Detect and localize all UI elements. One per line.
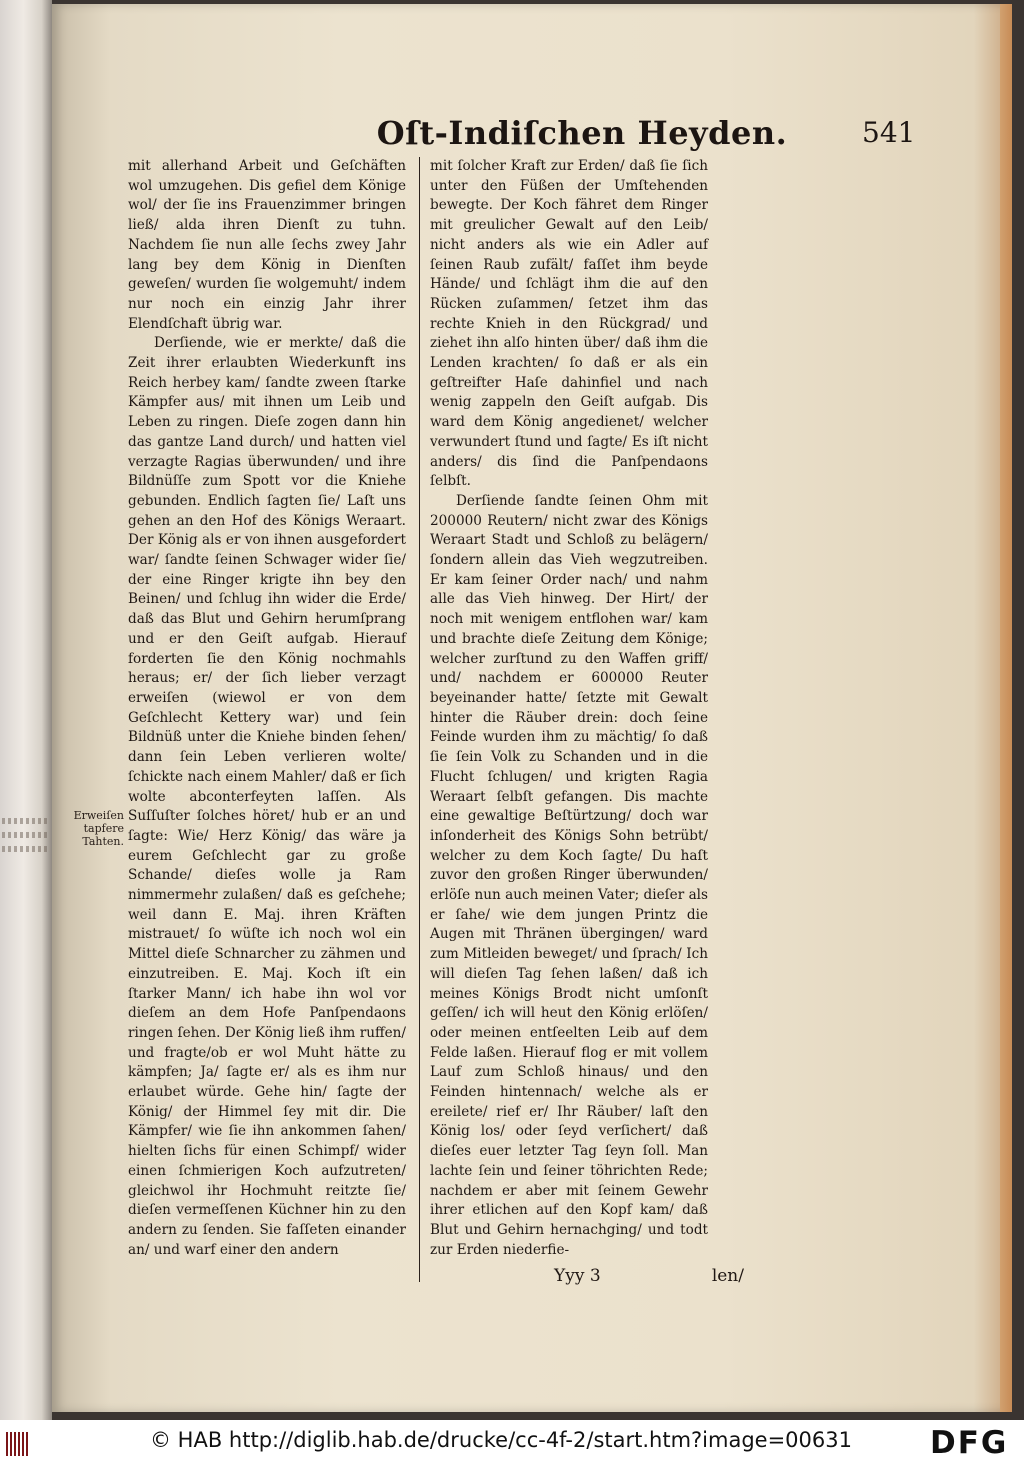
bleed-through-text bbox=[2, 818, 50, 824]
column-rule bbox=[419, 157, 420, 1282]
facing-page-edge bbox=[0, 0, 52, 1420]
page-header bbox=[322, 114, 922, 158]
page-number: 541 bbox=[862, 116, 916, 149]
page-footer-line bbox=[494, 1266, 744, 1292]
paragraph: mit allerhand Arbeit und Geſchäften wol umzugehen. Dis gefiel dem Könige wol/ der ſie ins Frauenzimmer bringen ließ/ alda ihren Dienſt zu tuhn. Nachdem ſie nun alle ſechs zwey Jahr lang bey dem König in Dienſten geweſen/ wurden ſie wolgemuht/ indem nur noch ein einzig Jahr ihrer Elendſchaft übrig war. bbox=[128, 158, 406, 332]
barcode-icon bbox=[6, 1432, 28, 1456]
paragraph: mit ſolcher Kraft zur Erden/ daß ſie ſich unter den Füßen der Umſtehenden bewegte. Der Koch fähret dem Ringer mit greulicher Gewalt auf den Leib/ nicht anders als wie ein Adler auf ſeinen Raub zufält/ faſſet ihm beyde Hände/ und ſchlägt ihm die auf den Rücken zuſammen/ ſetzet ihm das rechte Knieh in den Rückgrad/ und ziehet ihn alſo hinten über/ daß ihm die Lenden krachten/ ſo daß er als ein geſtreifter Haſe dahinfiel und nach wenig zappeln den Geiſt aufgab. Dis ward dem König angedienet/ welcher verwundert ſtund und ſagte/ Es iſt nicht anders/ dis ſind die Panſpendaons ſelbſt. bbox=[430, 158, 708, 490]
signature-mark: Yyy 3 bbox=[554, 1266, 601, 1286]
bleed-through-text bbox=[2, 832, 50, 838]
book-page bbox=[52, 4, 1012, 1412]
source-link[interactable]: © HAB http://diglib.hab.de/drucke/cc-4f-2/start.htm?image=00631 bbox=[150, 1428, 852, 1452]
running-head: Oſt-Indiſchen Heyden. bbox=[376, 114, 788, 152]
text-column-left bbox=[128, 157, 406, 1260]
paragraph: Derſiende, wie er merkte/ daß die Zeit ihrer erlaubten Wiederkunft ins Reich herbey kam/ ſandte zween ſtarke Kämpfer aus/ mit ihnen um Leib und Leben zu ringen. Dieſe zogen dann hin das gantze Land durch/ und hatten viel verzagte Ragias überwunden/ und ihre Bildnüſſe zum Spott vor die Kniehe gebunden. Endlich ſagten ſie/ Laſt uns gehen an den Hof des Königs Weraart. Der König als er von ihnen ausgefordert war/ ſandte ſeinen Schwager wider ſie/ der eine Ringer krigte ihn bey den Beinen/ und ſchlug ihn wider die Erde/ daß das Blut und Gehirn herumſprang und er den Geiſt aufgab. Hierauf forderten ſie den König nochmahls heraus; er/ der ſich lieber verzagt erweiſen (wiewol er von dem Geſchlecht Kettery war) und ſein Bildnüß unter die Kniehe binden ſehen/ dann ſein Leben verlieren wolte/ ſchickte nach einem Mahler/ daß er ſich wolte abconterfeyten laſſen. Als Suſſuſter ſolches höret/ hub er an und ſagte: Wie/ Herz König/ das wäre ja eurem Geſchlecht gar zu große Schande/ dieſes wolle ja Ram nimmermehr zulaßen/ daß es geſchehe; weil dann E. Maj. ihren Kräften mistrauet/ ſo wüſte ich noch wol ein Mittel dieſe Schnarcher zu zähmen und einzutreiben. E. Maj. Koch iſt ein ſtarker Mann/ ich habe ihn wol vor dieſem an dem Hofe Panſpendaons ringen ſehen. Der König ließ ihm ruffen/ und fragte/ob er wol Muht hätte zu kämpfen; Ja/ ſagte er/ als es ihm nur erlaubet würde. Gehe hin/ ſagte der König/ der Himmel ſey mit dir. Die Kämpfer/ wie ſie ihn ankommen ſahen/ hielten ſichs für einen Schimpf/ wider einen ſchmierigen Koch aufzutreten/ gleichwol ihr Hochmuht reitzte ſie/ dieſen vermeſſenen Küchner hin zu den andern zu ſenden. Sie faſſeten einander an/ und warf einer den andern bbox=[128, 335, 406, 1258]
paragraph: Derſiende ſandte ſeinen Ohm mit 200000 Reutern/ nicht zwar des Königs Weraart Stadt und Schloß zu belägern/ ſondern allein das Vieh wegzutreiben. Er kam ſeiner Order nach/ und nahm alle das Vieh hinweg. Der Hirt/ der noch mit wenigem entflohen war/ kam und brachte dieſe Zeitung dem Könige; welcher zurſtund zu den Waffen griff/ und/ nachdem er 600000 Reuter beyeinander hatte/ ſetzte mit Gewalt hinter die Räuber drein: doch ſeine Feinde wurden ihm zu mächtig/ ſo daß ſie ſein Volk zu Schanden und in die Flucht ſchlugen/ und krigten Ragia Weraart ſelbſt gefangen. Dis machte eine gewaltige Beſtürtzung/ doch war inſonderheit des Königs Sohn betrübt/ welcher zu dem Koch ſagte/ Du haſt zuvor den großen Ringer überwunden/ erlöſe nun auch meinen Vater; dieſer als er ſahe/ wie dem jungen Printz die Augen mit Thränen übergingen/ ward zum Mitleiden beweget/ und ſprach/ Ich will dieſen Tag ſehen laßen/ daß ich meines Königs Brodt nicht umſonſt geſſen/ ich will heut den König erlöſen/ oder meinen entſeelten Leib auf dem Felde laßen. Hierauf flog er mit vollem Lauf zum Schloß hinaus/ und den Feinden hintennach/ welche als er ereilete/ rief er/ Ihr Räuber/ laſt den König los/ oder ſeyd verſichert/ daß dieſes euer letzter Tag ſeyn ſoll. Man lachte ſein und ſeiner töhrichten Rede; nachdem er aber mit ſeinem Gewehr ihrer etlichen auf den Kopf kam/ daß Blut und Gehirn hernachging/ und todt zur Erden niederfie- bbox=[430, 492, 708, 1258]
viewer-footer bbox=[0, 1420, 1024, 1467]
bleed-through-text bbox=[2, 846, 50, 852]
page-fore-edge bbox=[1000, 4, 1012, 1412]
text-column-right bbox=[430, 157, 708, 1260]
dfg-logo: DFG bbox=[930, 1425, 1009, 1461]
margin-note: Erweiſen tapfere Tahten. bbox=[73, 809, 124, 848]
catchword: len/ bbox=[711, 1266, 744, 1286]
